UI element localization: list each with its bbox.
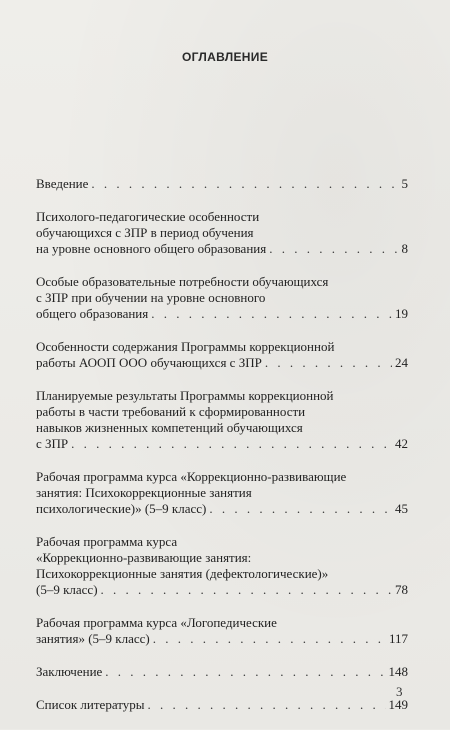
entry-line: Планируемые результаты Программы коррекционной xyxy=(36,388,334,403)
toc-entry xyxy=(36,469,408,517)
entry-page: 42 xyxy=(395,436,408,451)
entry-page: 24 xyxy=(395,355,408,370)
entry-title: работы АООП ООО обучающихся с ЗПР xyxy=(36,355,262,370)
page-number: 3 xyxy=(396,684,403,699)
dot-leader xyxy=(101,582,392,598)
entry-line: Рабочая программа курса «Логопедические xyxy=(36,615,277,630)
dot-leader xyxy=(71,436,392,452)
entry-page: 5 xyxy=(401,176,408,191)
toc-entry xyxy=(36,274,408,322)
entry-line: с ЗПР при обучении на уровне основного xyxy=(36,290,266,305)
entry-line: Психокоррекционные занятия (дефектологические)» xyxy=(36,566,329,581)
entry-page: 8 xyxy=(401,241,408,256)
page-title: ОГЛАВЛЕНИЕ xyxy=(181,50,268,64)
entry-page: 78 xyxy=(395,582,408,597)
entry-title: Заключение xyxy=(36,664,103,679)
entry-title: Введение xyxy=(36,176,89,191)
dot-leader xyxy=(265,355,392,371)
entry-line: работы в части требований к сформированности xyxy=(36,404,306,419)
entry-page: 148 xyxy=(388,664,408,679)
entry-title: психологические)» (5–9 класс) xyxy=(36,501,207,516)
entry-page: 117 xyxy=(388,631,408,646)
entry-line: Особые образовательные потребности обучающихся xyxy=(36,274,329,289)
entry-line: навыков жизненных компетенций обучающихся xyxy=(36,420,303,435)
entry-line: Особенности содержания Программы коррекционной xyxy=(36,339,335,354)
entry-page: 45 xyxy=(395,501,408,516)
entry-line: Рабочая программа курса «Коррекционно-развивающие xyxy=(36,469,347,484)
entry-line: занятия: Психокоррекционные занятия xyxy=(36,485,252,500)
toc-entry xyxy=(36,615,408,647)
dot-leader xyxy=(105,664,385,680)
dot-leader xyxy=(91,176,398,192)
entry-line: обучающихся с ЗПР в период обучения xyxy=(36,225,254,240)
entry-line: Психолого-педагогические особенности xyxy=(36,209,260,224)
entry-title: (5–9 класс) xyxy=(36,582,98,597)
entry-page: 149 xyxy=(388,697,408,712)
toc-entry xyxy=(36,339,408,371)
table-of-contents xyxy=(36,176,408,730)
entry-line: Рабочая программа курса xyxy=(36,534,178,549)
dot-leader xyxy=(209,501,392,517)
dot-leader xyxy=(151,306,392,322)
entry-title: занятия» (5–9 класс) xyxy=(36,631,150,646)
entry-title: общего образования xyxy=(36,306,149,321)
entry-page: 19 xyxy=(395,306,408,321)
dot-leader xyxy=(148,697,386,713)
toc-entry xyxy=(36,697,408,713)
toc-entry xyxy=(36,176,408,192)
toc-entry xyxy=(36,209,408,257)
entry-line: «Коррекционно-развивающие занятия: xyxy=(36,550,252,565)
dot-leader xyxy=(269,241,398,257)
entry-title: на уровне основного общего образования xyxy=(36,241,267,256)
entry-title: с ЗПР xyxy=(36,436,69,451)
toc-entry xyxy=(36,388,408,452)
entry-title: Список литературы xyxy=(36,697,145,712)
dot-leader xyxy=(153,631,386,647)
toc-entry xyxy=(36,534,408,598)
toc-entry xyxy=(36,664,408,680)
